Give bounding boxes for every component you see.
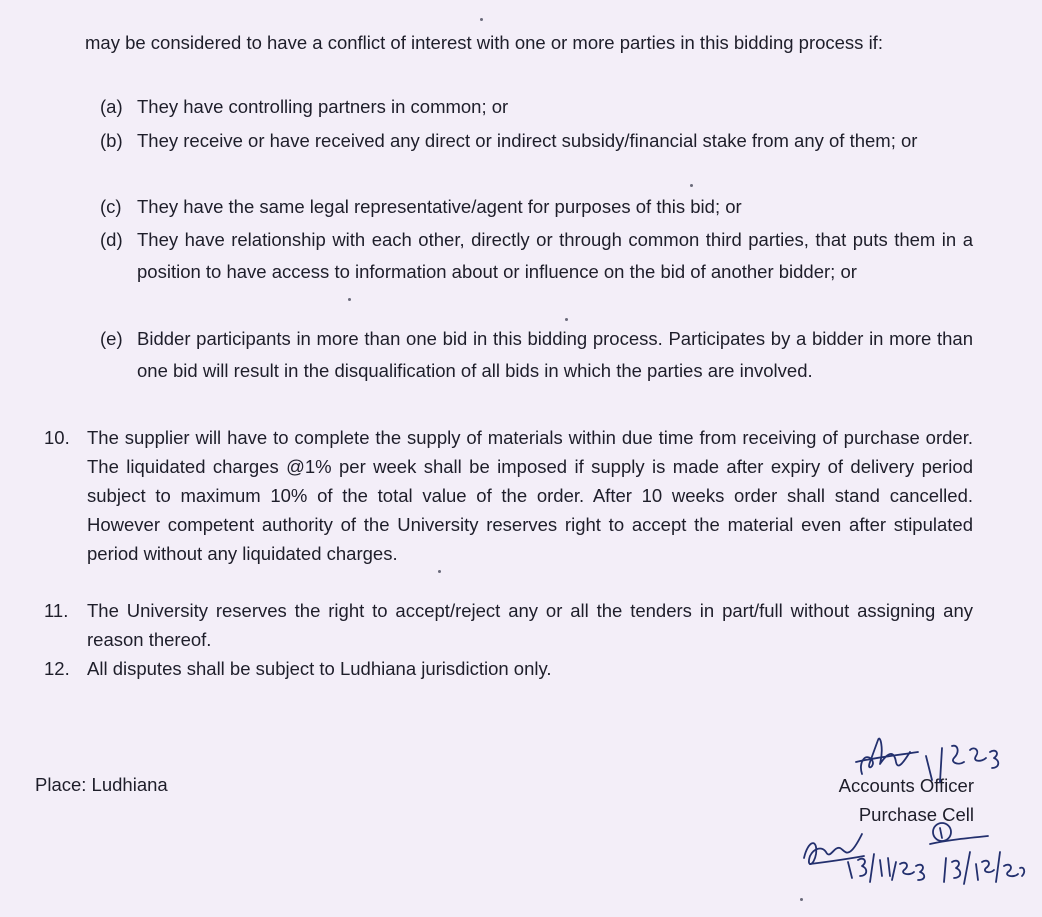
- sub-item-e: [100, 323, 973, 387]
- sub-item-a: [100, 91, 973, 123]
- sub-item-marker: (a): [100, 96, 123, 117]
- place-label: Place: Ludhiana: [35, 774, 168, 795]
- scan-speck: [438, 570, 441, 573]
- sub-item-b: [100, 125, 973, 157]
- clause-text: The supplier will have to complete the supply of materials within due time from receiving of purchase order. The liquidated charges @1% per week shall be imposed if supply is made after expiry of delivery period subject to maximum 10% of the total value of the order. After 10 weeks order shall stand cancelled. However competent authority of the University reserves right to accept the material even after stipulated period without any liquidated charges.: [87, 427, 973, 564]
- scan-speck: [690, 184, 693, 187]
- officer-title: Accounts Officer: [838, 775, 974, 796]
- sub-item-marker: (e): [100, 328, 123, 349]
- sub-item-text: They have the same legal representative/agent for purposes of this bid; or: [137, 196, 742, 217]
- officer-block: [839, 771, 974, 829]
- scan-speck: [348, 298, 351, 301]
- sub-item-text: They have controlling partners in common; or: [137, 96, 509, 117]
- intro-paragraph: may be considered to have a conflict of interest with one or more parties in this bidding process if:: [85, 32, 883, 53]
- scan-speck: [565, 318, 568, 321]
- sub-item-d: [100, 224, 973, 288]
- sub-item-marker: (d): [100, 229, 123, 250]
- officer-department: Purchase Cell: [858, 804, 974, 825]
- clause-text: All disputes shall be subject to Ludhiana jurisdiction only.: [87, 658, 552, 679]
- signature-bottom-left: [800, 826, 930, 886]
- clause-11: [44, 596, 973, 654]
- scan-speck: [480, 18, 483, 21]
- scan-speck: [800, 898, 803, 901]
- clause-number: 10.: [44, 427, 70, 448]
- sub-item-text: Bidder participants in more than one bid in this bidding process. Participates by a bidder in more than one bid will result in the disqualification of all bids in which the parties are involved.: [137, 328, 973, 381]
- clause-12: [44, 654, 973, 683]
- clause-number: 11.: [44, 600, 69, 621]
- clause-number: 12.: [44, 658, 70, 679]
- sub-item-c: [100, 191, 973, 223]
- sub-item-marker: (b): [100, 130, 123, 151]
- sub-item-marker: (c): [100, 196, 122, 217]
- sub-item-text: They receive or have received any direct or indirect subsidy/financial stake from any of them; or: [137, 130, 918, 151]
- clause-text: The University reserves the right to accept/reject any or all the tenders in part/full without assigning any reason thereof.: [87, 600, 973, 650]
- sub-item-text: They have relationship with each other, directly or through common third parties, that puts them in a position to have access to information about or influence on the bid of another bidder; or: [137, 229, 973, 282]
- clause-10: [44, 423, 973, 568]
